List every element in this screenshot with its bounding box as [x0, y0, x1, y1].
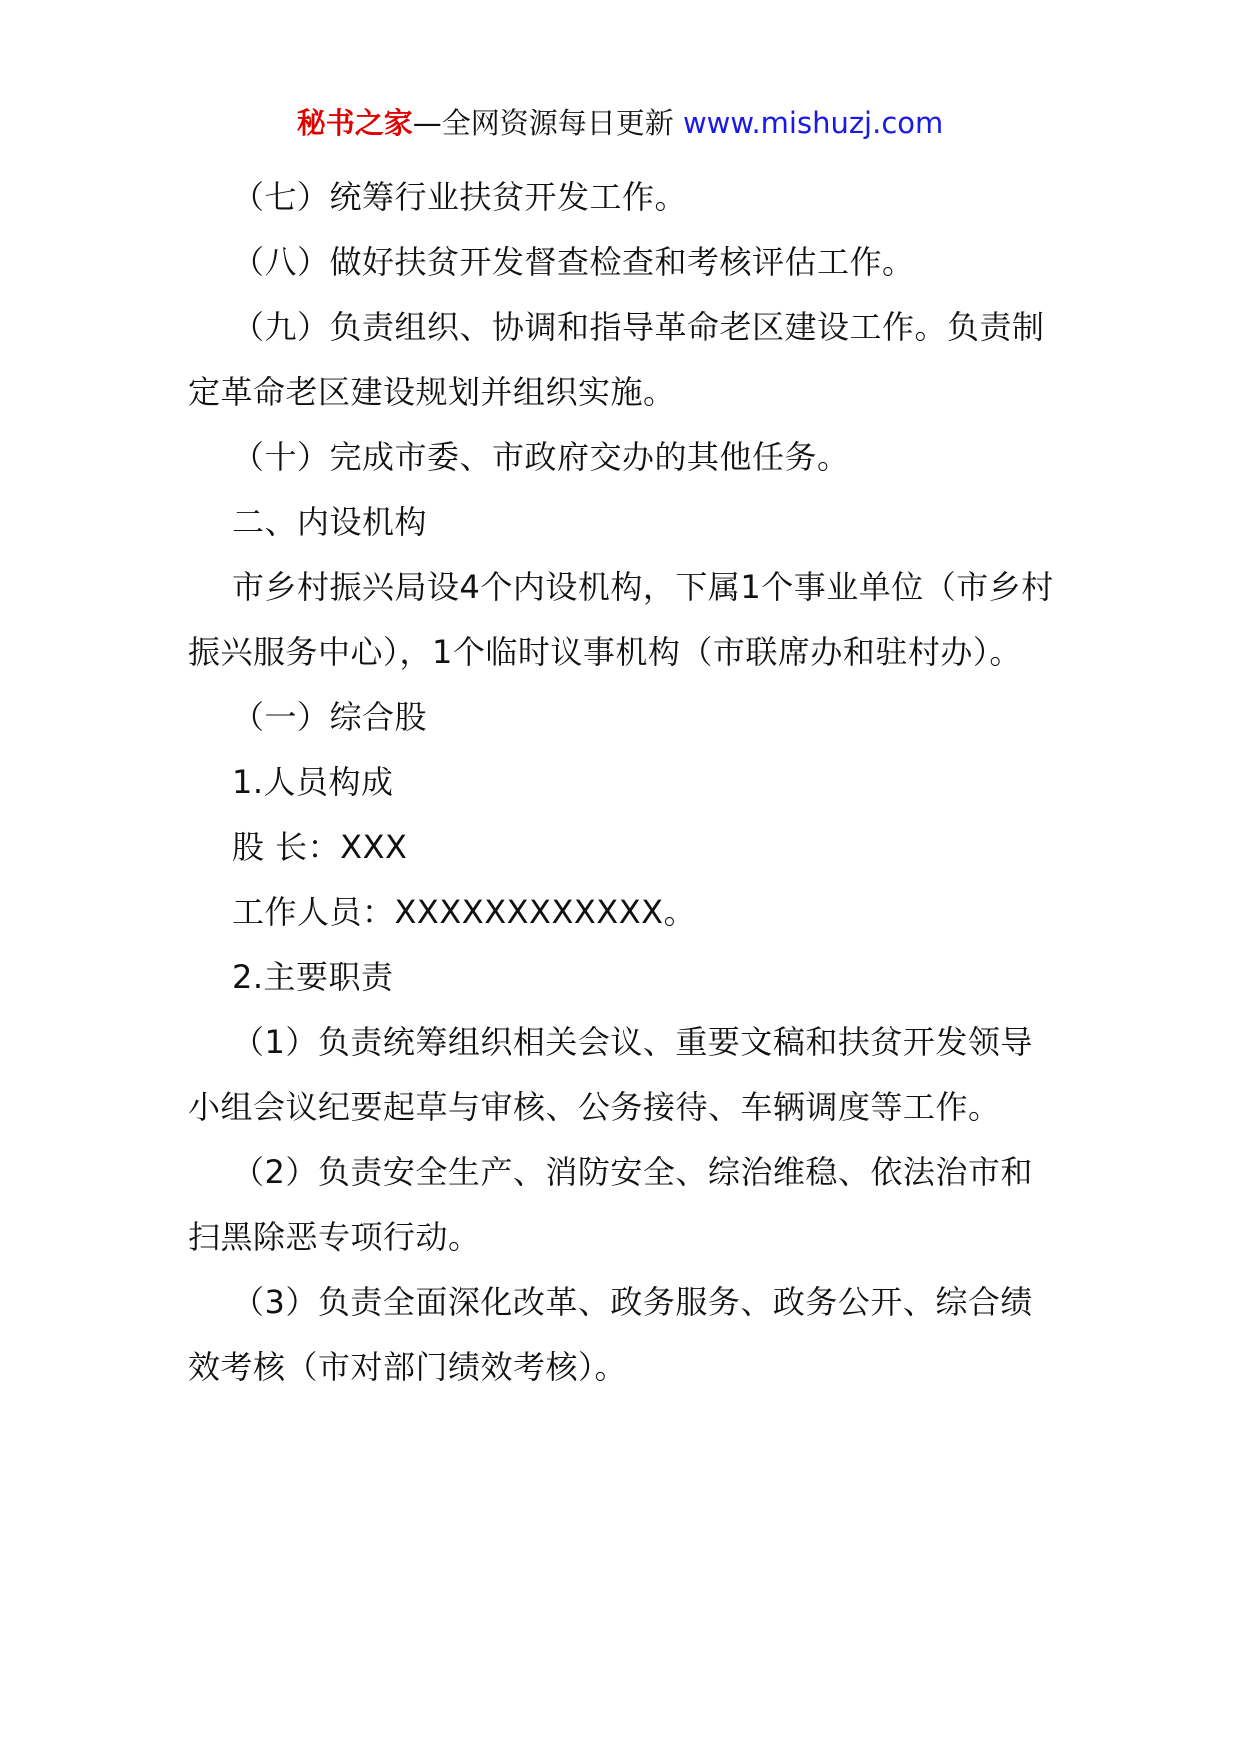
paragraph-structure-overview: 市乡村振兴局设4个内设机构，下属1个事业单位（市乡村振兴服务中心），1个临时议事机构（市联席办和驻村办）。 [188, 568, 1054, 671]
staff-members: 工作人员：XXXXXXXXXXXX。 [232, 893, 697, 931]
staff-section-chief: 股 长：XXX [232, 828, 408, 866]
subheading-main-duties: 2.主要职责 [232, 958, 394, 996]
paragraph-item-9: （九）负责组织、协调和指导革命老区建设工作。负责制定革命老区建设规划并组织实施。 [188, 308, 1045, 411]
page-header [0, 100, 1240, 146]
subheading-staff-composition: 1.人员构成 [232, 763, 394, 801]
section-heading-internal-structure: 二、内设机构 [232, 503, 428, 541]
site-url-link[interactable]: www.mishuzj.com [682, 106, 944, 140]
brand-name: 秘书之家 [296, 106, 413, 140]
paragraph-item-10: （十）完成市委、市政府交办的其他任务。 [232, 438, 850, 476]
header-tagline: —全网资源每日更新 [412, 106, 674, 140]
subsection-heading-general-office: （一）综合股 [232, 698, 428, 736]
document-body [188, 165, 1060, 1400]
duty-item-2: （2）负责安全生产、消防安全、综治维稳、依法治市和扫黑除恶专项行动。 [188, 1153, 1033, 1256]
paragraph-item-8: （八）做好扶贫开发督查检查和考核评估工作。 [232, 243, 915, 281]
duty-item-3: （3）负责全面深化改革、政务服务、政务公开、综合绩效考核（市对部门绩效考核）。 [188, 1283, 1033, 1386]
duty-item-1: （1）负责统筹组织相关会议、重要文稿和扶贫开发领导小组会议纪要起草与审核、公务接待、车辆调度等工作。 [188, 1023, 1033, 1126]
paragraph-item-7: （七）统筹行业扶贫开发工作。 [232, 178, 688, 216]
